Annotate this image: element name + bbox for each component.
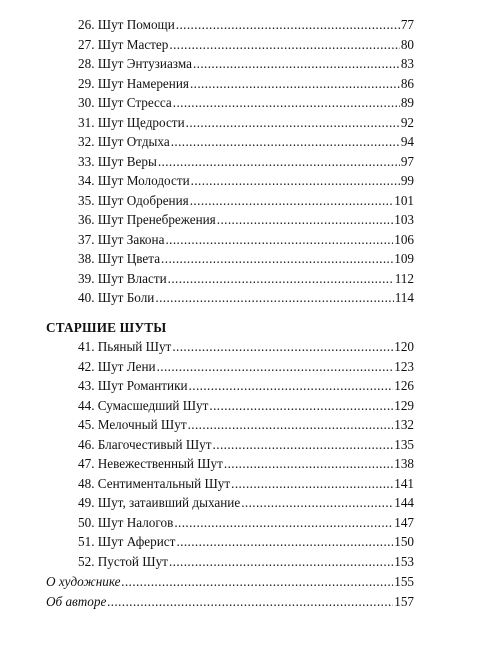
entry-title: Об авторе xyxy=(46,593,107,609)
dot-leader xyxy=(191,171,400,190)
page-number: 114 xyxy=(394,290,414,305)
dot-leader xyxy=(189,376,394,395)
dot-leader xyxy=(122,572,394,591)
page-number: 153 xyxy=(394,553,414,569)
page-number: 109 xyxy=(394,251,414,266)
entry-title: 52. Пустой Шут xyxy=(78,553,168,569)
entry-title: 48. Сентиментальный Шут xyxy=(78,475,231,491)
toc-entry[interactable] xyxy=(78,210,414,229)
page-number: 112 xyxy=(394,270,414,286)
page-number: 83 xyxy=(400,56,414,71)
toc-entry[interactable] xyxy=(78,132,414,151)
dot-leader xyxy=(190,74,400,93)
entry-title: 27. Шут Мастер xyxy=(78,36,169,52)
toc-entry[interactable] xyxy=(78,249,414,268)
dot-leader xyxy=(188,415,394,434)
page-number: 138 xyxy=(394,456,414,471)
toc-entry[interactable] xyxy=(78,376,414,395)
dot-leader xyxy=(169,35,399,54)
entry-title: 51. Шут Аферист xyxy=(78,534,176,549)
toc-entry[interactable] xyxy=(78,396,414,415)
dot-leader xyxy=(161,249,393,268)
dot-leader xyxy=(176,15,400,34)
dot-leader xyxy=(217,210,393,229)
entry-title: 26. Шут Помощи xyxy=(78,17,175,32)
page-number: 132 xyxy=(394,417,414,432)
dot-leader xyxy=(158,152,400,171)
entry-title: 38. Шут Цвета xyxy=(78,251,161,266)
entry-title: 31. Шут Щедрости xyxy=(78,114,185,130)
page-number: 135 xyxy=(394,436,414,452)
toc-entry[interactable] xyxy=(78,74,414,93)
toc-entry[interactable] xyxy=(78,474,414,493)
toc-entry[interactable] xyxy=(78,552,414,571)
dot-leader xyxy=(186,113,400,132)
dot-leader xyxy=(174,513,393,532)
dot-leader xyxy=(224,454,393,473)
toc-entry[interactable] xyxy=(78,269,414,288)
dot-leader xyxy=(176,532,393,551)
dot-leader xyxy=(169,552,393,571)
page-number: 150 xyxy=(394,534,414,549)
entry-title: 34. Шут Молодости xyxy=(78,173,190,188)
dot-leader xyxy=(241,493,393,512)
dot-leader xyxy=(193,54,400,73)
page-number: 141 xyxy=(394,475,414,491)
toc-entry-about-author[interactable] xyxy=(46,592,414,611)
entry-title: 39. Шут Власти xyxy=(78,270,167,286)
dot-leader xyxy=(107,592,393,611)
page-number: 99 xyxy=(400,173,414,188)
dot-leader xyxy=(157,357,394,376)
page-number: 86 xyxy=(400,75,414,91)
toc-entry[interactable] xyxy=(78,230,414,249)
page-number: 123 xyxy=(394,358,414,374)
toc-entry[interactable] xyxy=(78,113,414,132)
entry-title: 46. Благочестивый Шут xyxy=(78,436,212,452)
page-number: 103 xyxy=(394,212,414,227)
entry-title: 44. Сумасшедший Шут xyxy=(78,397,209,413)
entry-title: 42. Шут Лени xyxy=(78,358,156,374)
page-number: 94 xyxy=(400,134,414,149)
toc-entry[interactable] xyxy=(78,357,414,376)
entry-title: 30. Шут Стресса xyxy=(78,95,172,110)
dot-leader xyxy=(190,191,393,210)
dot-leader xyxy=(155,288,393,307)
dot-leader xyxy=(168,269,394,288)
entry-title: 35. Шут Одобрения xyxy=(78,192,189,208)
entry-title: 40. Шут Боли xyxy=(78,290,155,305)
toc-entry[interactable] xyxy=(78,513,414,532)
toc-entry[interactable] xyxy=(78,454,414,473)
toc-entry[interactable] xyxy=(78,152,414,171)
entry-title: 45. Мелочный Шут xyxy=(78,417,187,432)
entry-title: 43. Шут Романтики xyxy=(78,378,188,393)
toc-entry[interactable] xyxy=(78,54,414,73)
entry-title: 33. Шут Веры xyxy=(78,153,157,169)
entry-title: 29. Шут Намерения xyxy=(78,75,189,91)
toc-entry[interactable] xyxy=(78,15,414,34)
entry-title: 49. Шут, затаивший дыхание xyxy=(78,495,241,510)
page-number: 97 xyxy=(400,153,414,169)
toc-entry[interactable] xyxy=(78,93,414,112)
dot-leader xyxy=(231,474,393,493)
toc-entry[interactable] xyxy=(78,532,414,551)
entry-title: 41. Пьяный Шут xyxy=(78,339,172,354)
entry-title: О художнике xyxy=(46,574,121,589)
toc-entry-about-artist[interactable] xyxy=(46,572,414,591)
dot-leader xyxy=(165,230,393,249)
page-number: 126 xyxy=(394,378,414,393)
page-number: 157 xyxy=(394,593,414,609)
toc-entry[interactable] xyxy=(78,415,414,434)
entry-title: 37. Шут Закона xyxy=(78,231,165,247)
page-number: 144 xyxy=(394,495,414,510)
page-number: 129 xyxy=(394,397,414,413)
entry-title: 47. Невежественный Шут xyxy=(78,456,223,471)
toc-entry[interactable] xyxy=(78,35,414,54)
toc-entry[interactable] xyxy=(78,171,414,190)
page-number: 155 xyxy=(394,574,414,589)
entry-title: 36. Шут Пренебрежения xyxy=(78,212,216,227)
toc-entry[interactable] xyxy=(78,288,414,307)
dot-leader xyxy=(171,132,400,151)
page-number: 77 xyxy=(400,17,414,32)
page-number: 89 xyxy=(400,95,414,110)
toc-entry[interactable] xyxy=(78,435,414,454)
entry-title: 28. Шут Энтузиазма xyxy=(78,56,192,71)
toc-entry[interactable] xyxy=(78,337,414,356)
page-number: 80 xyxy=(400,36,414,52)
entry-title: 50. Шут Налогов xyxy=(78,514,174,530)
dot-leader xyxy=(213,435,394,454)
toc-entry[interactable] xyxy=(78,191,414,210)
entry-title: 32. Шут Отдыха xyxy=(78,134,170,149)
dot-leader xyxy=(172,337,393,356)
dot-leader xyxy=(173,93,400,112)
page-number: 101 xyxy=(394,192,414,208)
page-number: 147 xyxy=(394,514,414,530)
page-number: 120 xyxy=(394,339,414,354)
dot-leader xyxy=(209,396,393,415)
toc-entry[interactable] xyxy=(78,493,414,512)
page-number: 106 xyxy=(394,231,414,247)
section-heading: СТАРШИЕ ШУТЫ xyxy=(46,320,167,335)
page-number: 92 xyxy=(400,114,414,130)
